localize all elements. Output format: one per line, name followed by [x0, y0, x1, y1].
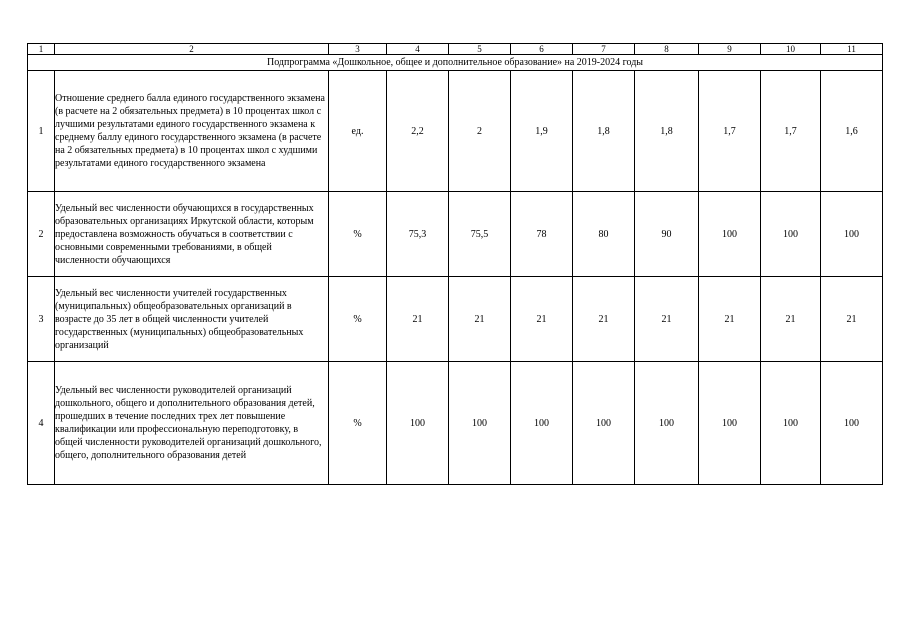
- indicator-value: 100: [699, 362, 761, 485]
- indicator-name: Отношение среднего балла единого государственного экзамена (в расчете на 2 обязательных предмета) в 10 процентах школ с лучшими результатами единого государственного экзамена к среднему баллу единого государственного экзамена (в расчете на 2 обязательных предмета) в 10 процентах школ с худшими результатами единого государственного экзамена: [55, 71, 329, 192]
- indicator-unit: %: [329, 362, 387, 485]
- indicator-value: 100: [635, 362, 699, 485]
- indicator-value: 2: [449, 71, 511, 192]
- indicator-name: Удельный вес численности обучающихся в государственных образовательных организациях Иркутской области, которым предоставлена возможность обучаться в соответствии с основными современными требованиями, в общей численности обучающихся: [55, 192, 329, 277]
- indicator-value: 75,3: [387, 192, 449, 277]
- subprogram-row: [28, 55, 883, 71]
- column-number: 8: [635, 44, 699, 55]
- column-number: 10: [761, 44, 821, 55]
- indicator-value: 21: [761, 277, 821, 362]
- column-number: 11: [821, 44, 883, 55]
- indicator-unit: %: [329, 277, 387, 362]
- indicator-value: 100: [761, 192, 821, 277]
- row-number: 2: [28, 192, 55, 277]
- indicator-value: 1,9: [511, 71, 573, 192]
- column-number-row: [28, 44, 883, 55]
- table-row: [28, 71, 883, 192]
- indicators-table: [27, 43, 883, 485]
- indicator-value: 1,7: [699, 71, 761, 192]
- indicator-value: 100: [449, 362, 511, 485]
- subprogram-title: Подпрограмма «Дошкольное, общее и дополнительное образование» на 2019-2024 годы: [28, 55, 883, 71]
- indicator-value: 1,6: [821, 71, 883, 192]
- column-number: 7: [573, 44, 635, 55]
- column-number: 6: [511, 44, 573, 55]
- row-number: 3: [28, 277, 55, 362]
- indicator-value: 78: [511, 192, 573, 277]
- indicator-value: 21: [699, 277, 761, 362]
- indicator-value: 21: [449, 277, 511, 362]
- indicator-value: 100: [387, 362, 449, 485]
- column-number: 1: [28, 44, 55, 55]
- indicator-value: 1,8: [573, 71, 635, 192]
- column-number: 5: [449, 44, 511, 55]
- indicator-value: 100: [761, 362, 821, 485]
- column-number: 2: [55, 44, 329, 55]
- indicator-value: 100: [821, 362, 883, 485]
- indicator-value: 75,5: [449, 192, 511, 277]
- indicator-value: 1,8: [635, 71, 699, 192]
- column-number: 3: [329, 44, 387, 55]
- indicator-value: 90: [635, 192, 699, 277]
- indicator-value: 100: [573, 362, 635, 485]
- indicator-value: 100: [511, 362, 573, 485]
- indicator-value: 100: [821, 192, 883, 277]
- indicator-unit: %: [329, 192, 387, 277]
- indicator-name: Удельный вес численности учителей государственных (муниципальных) общеобразовательных организаций в возрасте до 35 лет в общей численности учителей государственных (муниципальных) общеобразовательных организаций: [55, 277, 329, 362]
- indicator-value: 21: [387, 277, 449, 362]
- table-row: [28, 277, 883, 362]
- indicator-value: 21: [635, 277, 699, 362]
- indicator-value: 80: [573, 192, 635, 277]
- indicator-value: 21: [573, 277, 635, 362]
- indicator-value: 2,2: [387, 71, 449, 192]
- column-number: 4: [387, 44, 449, 55]
- indicator-value: 21: [821, 277, 883, 362]
- row-number: 1: [28, 71, 55, 192]
- row-number: 4: [28, 362, 55, 485]
- table-row: [28, 362, 883, 485]
- table-row: [28, 192, 883, 277]
- indicator-value: 1,7: [761, 71, 821, 192]
- indicator-name: Удельный вес численности руководителей организаций дошкольного, общего и дополнительного образования детей, прошедших в течение последних трех лет повышение квалификации или профессиональную переподготовку, в общей численности руководителей организаций дошкольного, общего, дополнительного образования детей: [55, 362, 329, 485]
- indicator-value: 21: [511, 277, 573, 362]
- indicator-unit: ед.: [329, 71, 387, 192]
- column-number: 9: [699, 44, 761, 55]
- indicator-value: 100: [699, 192, 761, 277]
